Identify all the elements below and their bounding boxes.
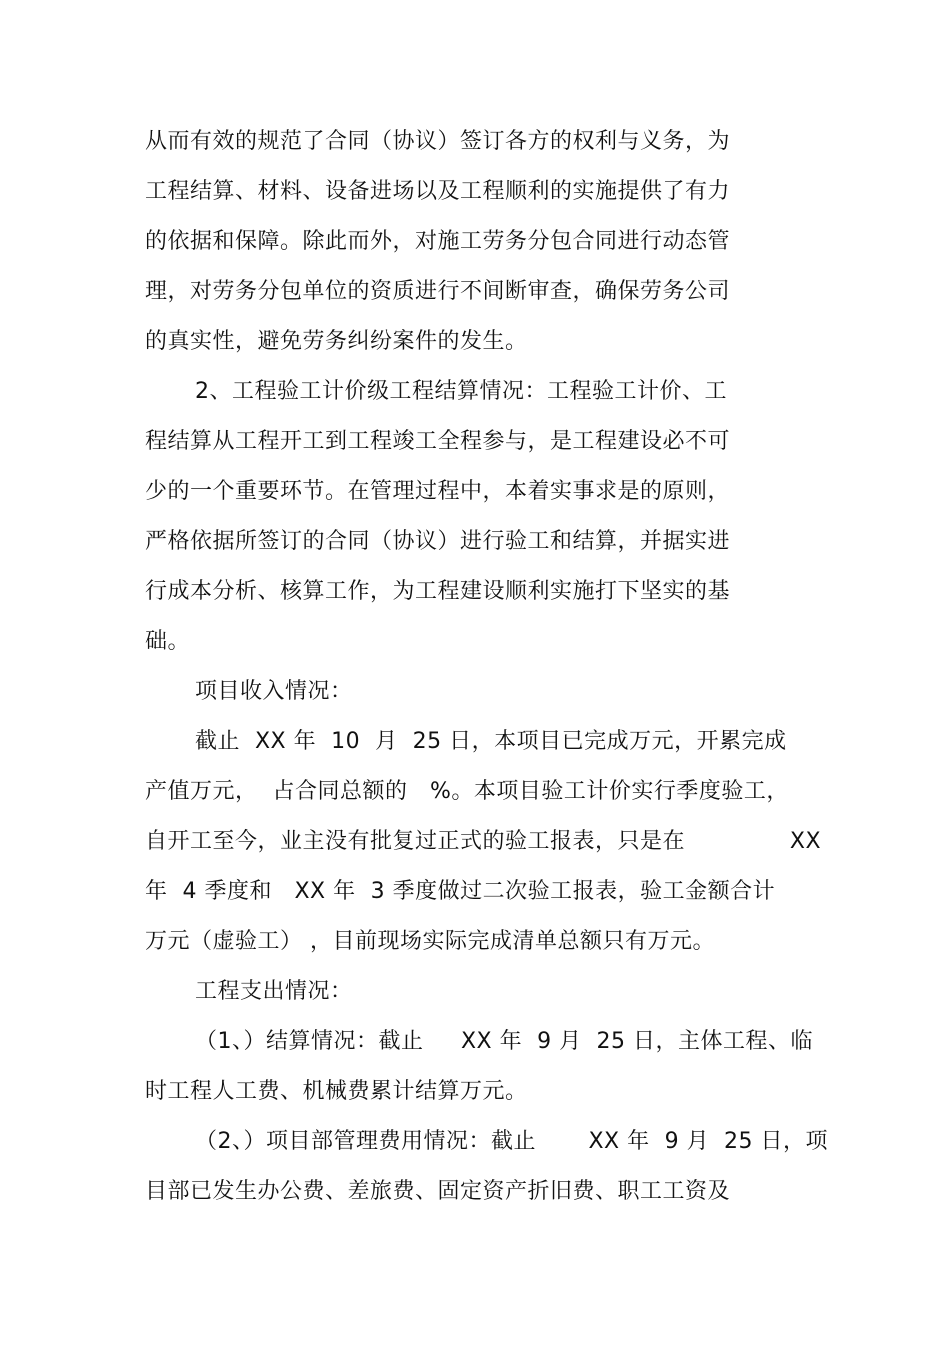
paragraph-line: 少的一个重要环节。在管理过程中，本着实事求是的原则， [145,479,731,504]
paragraph-line: 的依据和保障。除此而外，对施工劳务分包合同进行动态管 [145,229,731,254]
paragraph-line: 自开工至今，业主没有批复过正式的验工报表，只是在 XX [145,829,822,854]
paragraph-line: 础。 [145,629,191,654]
paragraph-line: 行成本分析、核算工作，为工程建设顺利实施打下坚实的基 [145,579,731,604]
paragraph-line: 产值万元， 占合同总额的 %。本项目验工计价实行季度验工， [145,779,789,804]
section-heading: 项目收入情况： [195,679,353,704]
paragraph-line: 理，对劳务分包单位的资质进行不间断审查，确保劳务公司 [145,279,731,304]
paragraph-line: 万元（虚验工） ，目前现场实际完成清单总额只有万元。 [145,929,715,954]
paragraph-line: 工程结算、材料、设备进场以及工程顺利的实施提供了有力 [145,179,731,204]
paragraph-line: 截止 XX 年 10 月 25 日，本项目已完成万元，开累完成 [195,729,787,754]
paragraph-line: 从而有效的规范了合同（协议）签订各方的权利与义务，为 [145,129,731,154]
paragraph-line: 时工程人工费、机械费累计结算万元。 [145,1079,528,1104]
paragraph-line: 程结算从工程开工到工程竣工全程参与，是工程建设必不可 [145,429,731,454]
paragraph-line: 严格依据所签订的合同（协议）进行验工和结算，并据实进 [145,529,731,554]
paragraph-line: 年 4 季度和 XX 年 3 季度做过二次验工报表，验工金额合计 [145,879,776,904]
paragraph-line: （2、）项目部管理费用情况：截止 XX 年 9 月 25 日，项 [195,1129,829,1154]
paragraph-line: （1、）结算情况：截止 XX 年 9 月 25 日，主体工程、临 [195,1029,814,1054]
paragraph-line: 2、工程验工计价级工程结算情况：工程验工计价、工 [195,379,727,404]
paragraph-line: 的真实性，避免劳务纠纷案件的发生。 [145,329,528,354]
paragraph-line: 目部已发生办公费、差旅费、固定资产折旧费、职工工资及 [145,1179,731,1204]
section-heading: 工程支出情况： [195,979,353,1004]
